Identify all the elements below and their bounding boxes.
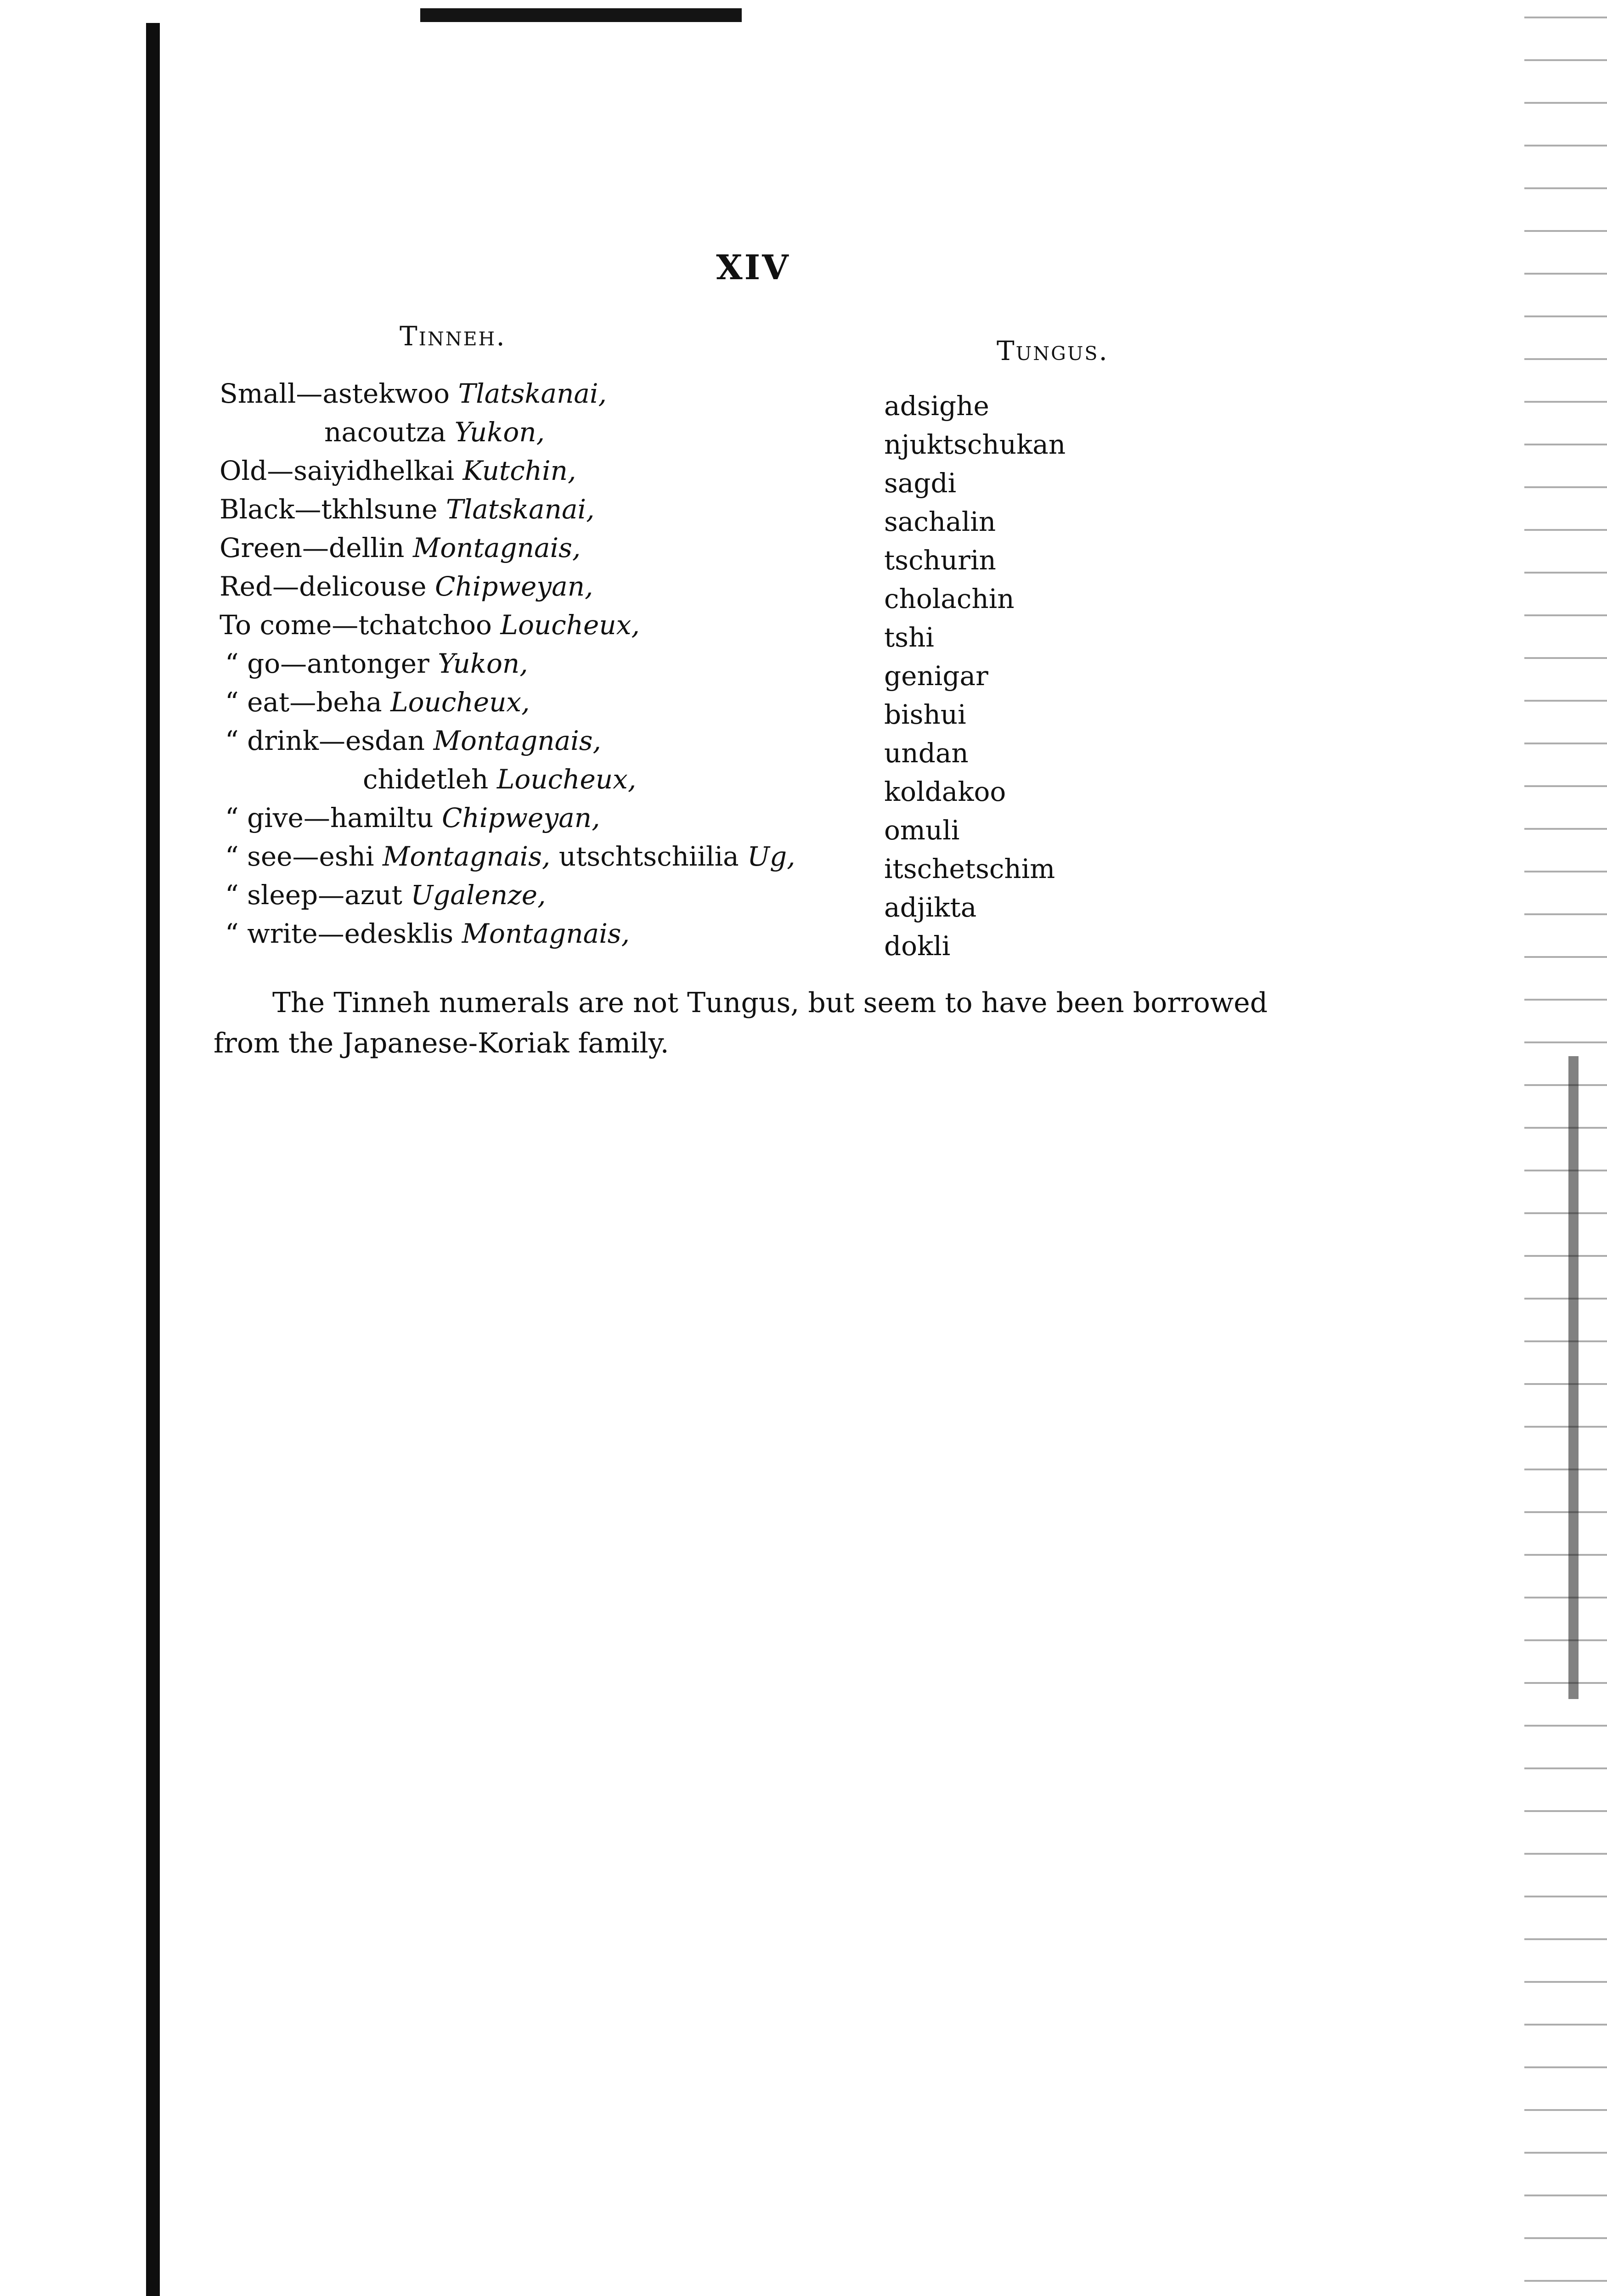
tinneh-word: “ drink—esdan	[225, 725, 434, 756]
footnote-text: The Tinneh numerals are not Tungus, but seem to have been borrowed from the Japanese-Koriak family.	[214, 987, 1268, 1059]
tinneh-place: Loucheux,	[500, 609, 640, 641]
page-number: XIV	[716, 248, 790, 287]
tinneh-row	[220, 413, 795, 451]
tinneh-heading: Tinneh.	[400, 321, 506, 352]
tinneh-word: Red—delicouse	[220, 571, 435, 602]
tinneh-extra-word: utschtschiilia	[550, 841, 748, 872]
tinneh-word: Small—astekwoo	[220, 378, 458, 409]
right-margin-strip	[1568, 1056, 1579, 1699]
tinneh-word: “ give—hamiltu	[225, 802, 442, 833]
tinneh-place: Loucheux,	[496, 764, 637, 795]
tinneh-row	[220, 914, 795, 953]
tungus-word: omuli	[884, 815, 960, 846]
tinneh-word: “ see—eshi	[225, 841, 383, 872]
tinneh-word: nacoutza	[324, 416, 455, 448]
tinneh-place: Ugalenze,	[411, 879, 546, 911]
tinneh-place: Loucheux,	[390, 687, 530, 718]
tinneh-place: Chipweyan,	[434, 571, 593, 602]
tinneh-word: To come—tchatchoo	[220, 609, 501, 641]
tinneh-word: chidetleh	[363, 764, 497, 795]
tinneh-word: “ write—edesklis	[225, 918, 462, 949]
tinneh-place: Chipweyan,	[442, 802, 600, 833]
right-edge-scan-noise	[1524, 0, 1607, 2296]
top-edge-mark	[420, 8, 742, 22]
tinneh-place: Yukon,	[438, 648, 528, 679]
tungus-word: adjikta	[884, 892, 977, 923]
tungus-word: sachalin	[884, 506, 996, 537]
tungus-word: undan	[884, 737, 969, 769]
tungus-word: njuktschukan	[884, 429, 1066, 460]
tungus-word: cholachin	[884, 583, 1015, 614]
tinneh-row	[220, 451, 795, 490]
tinneh-row	[220, 374, 795, 413]
tinneh-row	[220, 644, 795, 683]
tinneh-word: Green—dellin	[220, 532, 413, 563]
tungus-word: itschetschim	[884, 853, 1055, 884]
tungus-word: tshi	[884, 622, 934, 653]
tungus-word: adsighe	[884, 390, 989, 422]
tungus-word: bishui	[884, 699, 966, 730]
tungus-word-list	[884, 387, 1066, 965]
tinneh-place: Yukon,	[454, 416, 545, 448]
tinneh-row	[220, 721, 795, 760]
tungus-word: sagdi	[884, 467, 957, 499]
tinneh-row	[220, 837, 795, 876]
tinneh-row	[220, 529, 795, 567]
tungus-word: genigar	[884, 660, 988, 692]
tinneh-place: Tlatskanai,	[458, 378, 607, 409]
footnote-paragraph	[214, 983, 1284, 1064]
tinneh-extra-place: Ug,	[747, 841, 795, 872]
tinneh-word: “ go—antonger	[225, 648, 438, 679]
tinneh-row	[220, 683, 795, 721]
tungus-word: tschurin	[884, 545, 996, 576]
tinneh-word: Old—saiyidhelkai	[220, 455, 463, 486]
tinneh-place: Montagnais,	[382, 841, 551, 872]
tinneh-place: Kutchin,	[462, 455, 576, 486]
binding-shadow	[146, 23, 160, 2296]
tinneh-row	[220, 799, 795, 837]
tinneh-word: “ sleep—azut	[225, 879, 411, 911]
tinneh-place: Tlatskanai,	[445, 494, 595, 525]
tinneh-place: Montagnais,	[433, 725, 601, 756]
tinneh-row	[220, 567, 795, 606]
tinneh-row	[220, 876, 795, 914]
tinneh-row	[220, 760, 795, 799]
tungus-heading: Tungus.	[997, 335, 1109, 366]
tinneh-place: Montagnais,	[462, 918, 630, 949]
tinneh-word: “ eat—beha	[225, 687, 391, 718]
tinneh-place: Montagnais,	[412, 532, 581, 563]
tungus-word: dokli	[884, 930, 951, 962]
tinneh-row	[220, 490, 795, 529]
tinneh-row	[220, 606, 795, 644]
tinneh-word-list	[220, 374, 795, 953]
tinneh-word: Black—tkhlsune	[220, 494, 446, 525]
tungus-word: koldakoo	[884, 776, 1006, 807]
